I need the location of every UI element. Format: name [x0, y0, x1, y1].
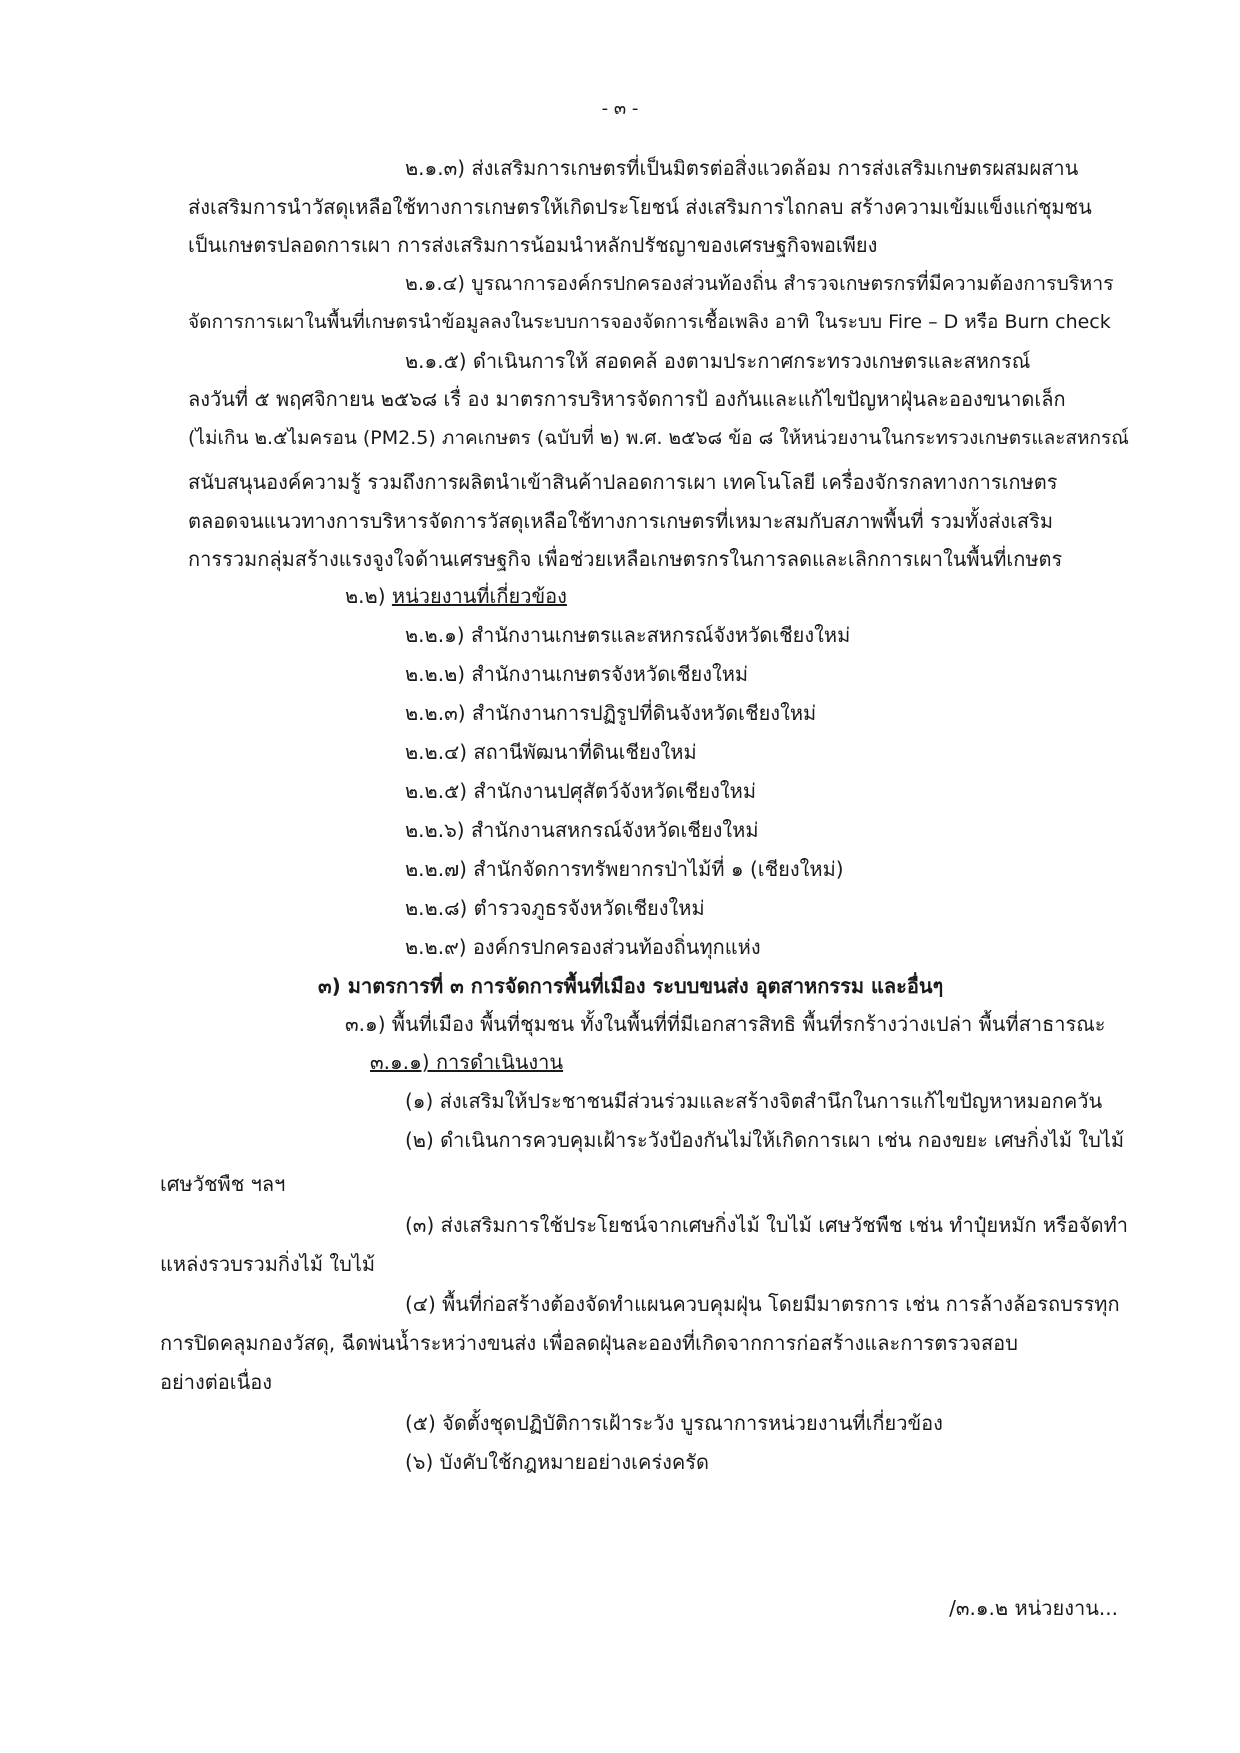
agency-item: ๒.๒.๙) องค์กรปกครองส่วนท้องถิ่นทุกแห่ง	[405, 935, 761, 959]
para-2-1-3-line-3: เป็นเกษตรปลอดการเผา การส่งเสริมการน้อมนำหลักปรัชญาของเศรษฐกิจพอเพียง	[188, 233, 878, 257]
agency-item: ๒.๒.๒) สำนักงานเกษตรจังหวัดเชียงใหม่	[405, 662, 749, 686]
page-number: - ๓ -	[601, 98, 639, 119]
continuation-note: /๓.๑.๒ หน่วยงาน...	[949, 1596, 1118, 1620]
agency-item: ๒.๒.๖) สำนักงานสหกรณ์จังหวัดเชียงใหม่	[405, 818, 759, 842]
para-2-1-5-line-6: การรวมกลุ่มสร้างแรงจูงใจด้านเศรษฐกิจ เพื่อช่วยเหลือเกษตรกรในการลดและเลิกการเผาในพื้นที่เกษตร	[188, 547, 1063, 571]
agency-item: ๒.๒.๔) สถานีพัฒนาที่ดินเชียงใหม่	[405, 740, 697, 764]
section-2-2-prefix: ๒.๒)	[345, 584, 386, 608]
action-item-2-line-1: (๒) ดำเนินการควบคุมเฝ้าระวังป้องกันไม่ให้เกิดการเผา เช่น กองขยะ เศษกิ่งไม้ ใบไม้	[405, 1128, 1125, 1152]
action-item-4-line-3: อย่างต่อเนื่อง	[160, 1370, 273, 1394]
action-item-6: (๖) บังคับใช้กฎหมายอย่างเคร่งครัด	[405, 1450, 709, 1474]
para-2-1-3-line-2: ส่งเสริมการนำวัสดุเหลือใช้ทางการเกษตรให้เกิดประโยชน์ ส่งเสริมการไถกลบ สร้างความเข้มแข็งแก่ชุมชน	[188, 195, 1092, 219]
agency-item: ๒.๒.๑) สำนักงานเกษตรและสหกรณ์จังหวัดเชียงใหม่	[405, 623, 851, 647]
agency-item: ๒.๒.๗) สำนักจัดการทรัพยากรป่าไม้ที่ ๑ (เชียงใหม่)	[405, 857, 844, 881]
section-2-2-title: หน่วยงานที่เกี่ยวข้อง	[391, 584, 567, 608]
section-2-2-heading	[345, 583, 567, 609]
agency-item: ๒.๒.๘) ตำรวจภูธรจังหวัดเชียงใหม่	[405, 896, 705, 920]
agency-item: ๒.๒.๕) สำนักงานปศุสัตว์จังหวัดเชียงใหม่	[405, 779, 756, 803]
para-2-1-5-line-2: ลงวันที่ ๕ พฤศจิกายน ๒๕๖๘ เรื่ อง มาตรการบริหารจัดการป้ องกันและแก้ไขปัญหาฝุ่นละอองขนาดเล็ก	[188, 387, 1066, 411]
action-item-4-line-1: (๔) พื้นที่ก่อสร้างต้องจัดทำแผนควบคุมฝุ่น โดยมีมาตรการ เช่น การล้างล้อรถบรรทุก	[405, 1292, 1120, 1316]
para-2-1-5-line-3: (ไม่เกิน ๒.๕ไมครอน (PM2.5) ภาคเกษตร (ฉบับที่ ๒) พ.ศ. ๒๕๖๘ ข้อ ๘ ให้หน่วยงานในกระทรวงเกษตรและสหกรณ์	[188, 427, 1129, 449]
para-2-1-4-line-2: จัดการการเผาในพื้นที่เกษตรนำข้อมูลลงในระบบการจองจัดการเชื้อเพลิง อาทิ ในระบบ Fire – D หรือ Burn check	[188, 311, 1111, 333]
para-2-1-3-line-1: ๒.๑.๓) ส่งเสริมการเกษตรที่เป็นมิตรต่อสิ่งแวดล้อม การส่งเสริมเกษตรผสมผสาน	[405, 156, 1079, 180]
para-2-1-4-line-1: ๒.๑.๔) บูรณาการองค์กรปกครองส่วนท้องถิ่น สำรวจเกษตรกรที่มีความต้องการบริหาร	[405, 272, 1114, 295]
section-3-title: ๓) มาตรการที่ ๓ การจัดการพื้นที่เมือง ระบบขนส่ง อุตสาหกรรม และอื่นๆ	[318, 974, 944, 998]
action-item-2-line-2: เศษวัชพืช ฯลฯ	[160, 1172, 286, 1196]
section-3-1-1-heading: ๓.๑.๑) การดำเนินงาน	[370, 1050, 564, 1074]
para-2-1-5-line-4: สนับสนุนองค์ความรู้ รวมถึงการผลิตนำเข้าสินค้าปลอดการเผา เทคโนโลยี เครื่องจักรกลทางการเกษตร	[188, 470, 1058, 494]
agency-item: ๒.๒.๓) สำนักงานการปฏิรูปที่ดินจังหวัดเชียงใหม่	[405, 701, 817, 725]
para-2-1-5-line-1: ๒.๑.๕) ดำเนินการให้ สอดคล้ องตามประกาศกระทรวงเกษตรและสหกรณ์	[405, 349, 1031, 373]
action-item-3-line-1: (๓) ส่งเสริมการใช้ประโยชน์จากเศษกิ่งไม้ ใบไม้ เศษวัชพืช เช่น ทำปุ๋ยหมัก หรือจัดทำ	[405, 1213, 1128, 1237]
action-item-5: (๕) จัดตั้งชุดปฏิบัติการเฝ้าระวัง บูรณาการหน่วยงานที่เกี่ยวข้อง	[405, 1411, 943, 1435]
section-3-1-heading: ๓.๑) พื้นที่เมือง พื้นที่ชุมชน ทั้งในพื้นที่ที่มีเอกสารสิทธิ พื้นที่รกร้างว่างเปล่า พื้นที่สาธารณะ	[345, 1012, 1106, 1036]
action-item-1: (๑) ส่งเสริมให้ประชาชนมีส่วนร่วมและสร้างจิตสำนึกในการแก้ไขปัญหาหมอกควัน	[405, 1089, 1103, 1113]
action-item-3-line-2: แหล่งรวบรวมกิ่งไม้ ใบไม้	[160, 1252, 376, 1276]
para-2-1-5-line-5: ตลอดจนแนวทางการบริหารจัดการวัสดุเหลือใช้ทางการเกษตรที่เหมาะสมกับสภาพพื้นที่ รวมทั้งส่งเสริม	[188, 509, 1054, 533]
action-item-4-line-2: การปิดคลุมกองวัสดุ, ฉีดพ่นน้ำระหว่างขนส่ง เพื่อลดฝุ่นละอองที่เกิดจากการก่อสร้างและการตรวจสอบ	[160, 1331, 1018, 1355]
